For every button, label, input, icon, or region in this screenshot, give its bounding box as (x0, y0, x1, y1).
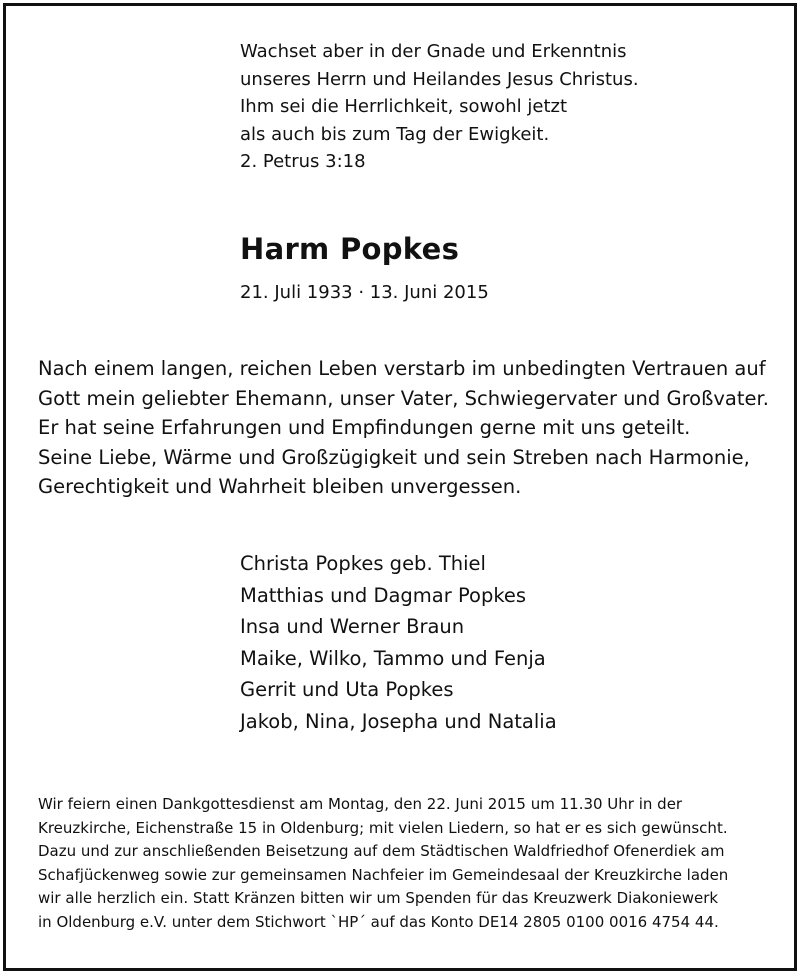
message-line: Er hat seine Erfahrungen und Empfindungen gerne mit uns geteilt. (38, 416, 691, 439)
mourner-entry: Christa Popkes geb. Thiel (240, 552, 486, 575)
notice-line: Wir feiern einen Dankgottesdienst am Montag, den 22. Juni 2015 um 11.30 Uhr in der (38, 795, 683, 813)
deceased-name: Harm Popkes (240, 232, 460, 266)
mourners-list (240, 548, 557, 737)
verse-line: Wachset aber in der Gnade und Erkenntnis (240, 41, 627, 62)
service-notice (38, 793, 728, 934)
verse-line: als auch bis zum Tag der Ewigkeit. (240, 123, 550, 145)
mourner-entry: Matthias und Dagmar Popkes (240, 583, 527, 607)
message-line: Gerechtigkeit und Wahrheit bleiben unvergessen. (38, 475, 522, 498)
message-line: Seine Liebe, Wärme und Großzügigkeit und sein Streben nach Harmonie, (38, 445, 750, 469)
bible-verse (240, 38, 639, 176)
mourner-entry: Insa und Werner Braun (240, 615, 465, 638)
mourner-entry: Maike, Wilko, Tammo und Fenja (240, 646, 546, 670)
verse-reference: 2. Petrus 3:18 (240, 151, 366, 172)
verse-line: unseres Herrn und Heilandes Jesus Christus. (240, 68, 639, 90)
obituary-message (38, 354, 769, 502)
notice-line: wir alle herzlich ein. Statt Kränzen bitten wir um Spenden für das Kreuzwerk Diakoniewerk (38, 889, 719, 907)
life-dates: 21. Juli 1933 · 13. Juni 2015 (240, 282, 489, 303)
mourner-entry: Gerrit und Uta Popkes (240, 678, 454, 701)
message-line: Gott mein geliebter Ehemann, unser Vater, Schwiegervater und Großvater. (38, 386, 769, 410)
notice-line: Kreuzkirche, Eichenstraße 15 in Oldenburg; mit vielen Liedern, so hat er es sich gewünscht. (38, 818, 728, 837)
notice-line: Dazu und zur anschließenden Beisetzung auf dem Städtischen Waldfriedhof Ofenerdiek am (38, 842, 725, 860)
mourner-entry: Jakob, Nina, Josepha und Natalia (240, 709, 557, 733)
notice-line: Schafjückenweg sowie zur gemeinsamen Nachfeier im Gemeindesaal der Kreuzkirche laden (38, 865, 729, 884)
notice-line: in Oldenburg e.V. unter dem Stichwort `HP´ auf das Konto DE14 2805 0100 0016 4754 44. (38, 912, 719, 931)
verse-line: Ihm sei die Herrlichkeit, sowohl jetzt (240, 96, 568, 117)
message-line: Nach einem langen, reichen Leben verstarb im unbedingten Vertrauen auf (38, 357, 766, 380)
